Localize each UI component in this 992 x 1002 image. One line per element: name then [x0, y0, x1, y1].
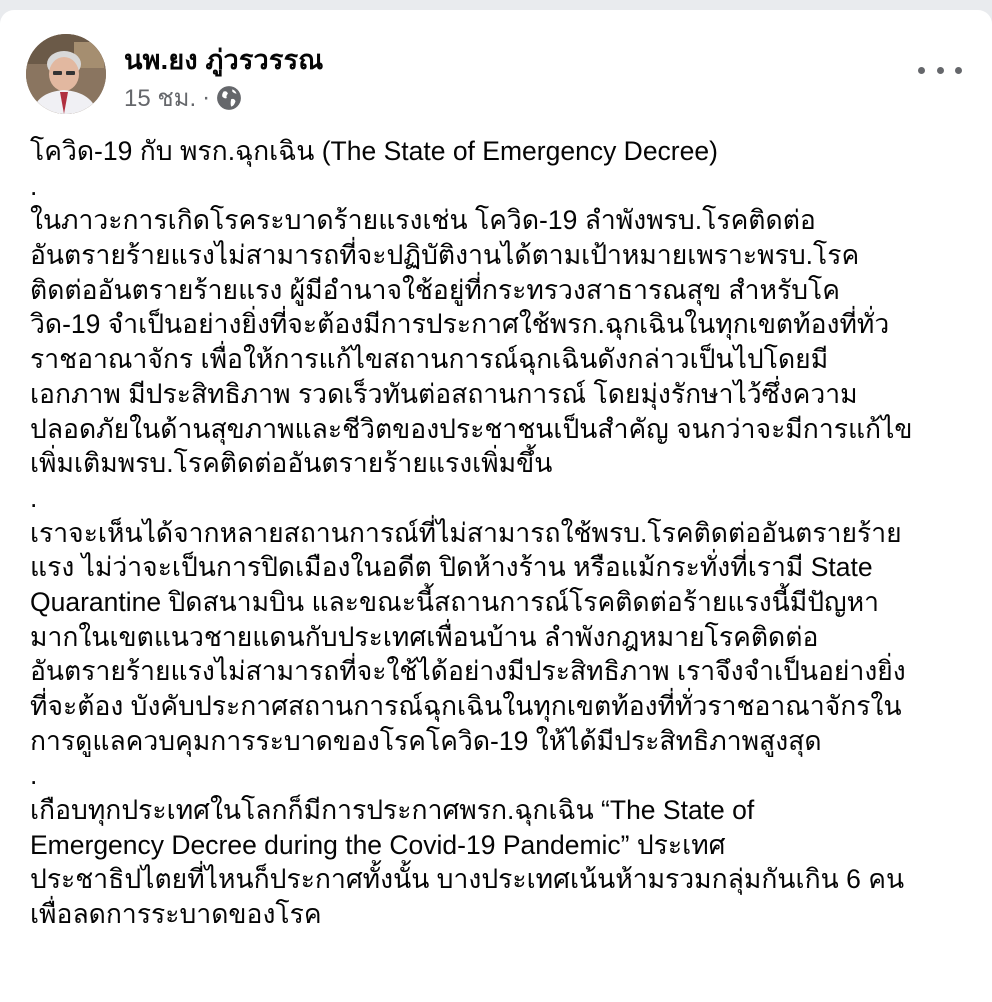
post-text-line: อันตรายร้ายแรงไม่สามารถที่จะใช้ได้อย่างมีประสิทธิภาพ เราจึงจำเป็นอย่างยิ่ง [30, 656, 906, 687]
post-text-line: การดูแลควบคุมการระบาดของโรคโควิด-19 ให้ได้มีประสิทธิภาพสูงสุด [30, 725, 822, 756]
post-text-line: เพื่อลดการระบาดของโรค [30, 899, 322, 930]
post-text-line: Emergency Decree during the Covid-19 Pandemic” ประเทศ [30, 829, 726, 860]
post-text-line: อันตรายร้ายแรงไม่สามารถที่จะปฏิบัติงานได้ตามเป้าหมายเพราะพรบ.โรค [30, 240, 860, 271]
post-text-line: มากในเขตแนวชายแดนกับประเทศเพื่อนบ้าน ลำพังกฎหมายโรคติดต่อ [30, 621, 819, 652]
author-name[interactable]: นพ.ยง ภู่วรวรรณ [124, 45, 324, 75]
post-text-line: ในภาวะการเกิดโรคระบาดร้ายแรงเช่น โควิด-19 ลำพังพรบ.โรคติดต่อ [30, 205, 816, 236]
post-card [0, 10, 992, 1002]
meta-separator: · [202, 83, 211, 111]
post-timestamp[interactable]: 15 ชม. [124, 85, 197, 112]
post-text-line: Quarantine ปิดสนามบิน และขณะนี้สถานการณ์โรคติดต่อร้ายแรงนี้มีปัญหา [30, 586, 879, 617]
post-text-line: เกือบทุกประเทศในโลกก็มีการประกาศพรก.ฉุกเฉิน “The State of [30, 795, 755, 826]
post-text-line: ปลอดภัยในด้านสุขภาพและชีวิตของประชาชนเป็นสำคัญ จนกว่าจะมีการแก้ไข [30, 413, 913, 444]
post-text-line: ราชอาณาจักร เพื่อให้การแก้ไขสถานการณ์ฉุกเฉินดังกล่าวเป็นไปโดยมี [30, 344, 829, 375]
post-text-line: โควิด-19 กับ พรก.ฉุกเฉิน (The State of Emergency Decree) [30, 136, 718, 166]
post-text-line: วิด-19 จำเป็นอย่างยิ่งที่จะต้องมีการประกาศใช้พรก.ฉุกเฉินในทุกเขตท้องที่ทั่ว [30, 309, 890, 340]
avatar-photo [26, 34, 106, 114]
more-options-button[interactable] [918, 56, 962, 84]
more-dot [955, 67, 962, 74]
post-text-line: ประชาธิปไตยที่ไหนก็ประกาศทั้งนั้น บางประเทศเน้นห้ามรวมกลุ่มกันเกิน 6 คน [30, 864, 905, 895]
post-text-line: เราจะเห็นได้จากหลายสถานการณ์ที่ไม่สามารถใช้พรบ.โรคติดต่ออันตรายร้าย [30, 517, 902, 548]
post-text-line: ที่จะต้อง บังคับประกาศสถานการณ์ฉุกเฉินในทุกเขตท้องที่ทั่วราชอาณาจักรใน [30, 691, 902, 721]
post-text-line: ติดต่ออันตรายร้ายแรง ผู้มีอำนาจใช้อยู่ที่กระทรวงสาธารณสุข สำหรับโค [30, 274, 840, 305]
post-header [26, 34, 962, 114]
post-text [30, 134, 975, 932]
globe-icon[interactable] [216, 85, 242, 111]
more-horizontal-icon [918, 67, 925, 74]
more-dot [937, 67, 944, 74]
post-text-line: เอกภาพ มีประสิทธิภาพ รวดเร็วทันต่อสถานการณ์ โดยมุ่งรักษาไว้ซึ่งความ [30, 378, 858, 409]
author-avatar[interactable] [26, 34, 106, 114]
post-text-line: . [30, 170, 38, 201]
post-text-line: แรง ไม่ว่าจะเป็นการปิดเมืองในอดีต ปิดห้างร้าน หรือแม้กระทั่งที่เรามี State [30, 552, 873, 583]
post-text-line: . [30, 760, 38, 791]
post-meta [124, 78, 242, 117]
post-text-line: เพิ่มเติมพรบ.โรคติดต่ออันตรายร้ายแรงเพิ่มขึ้น [30, 448, 553, 479]
post-text-line: . [30, 482, 38, 513]
